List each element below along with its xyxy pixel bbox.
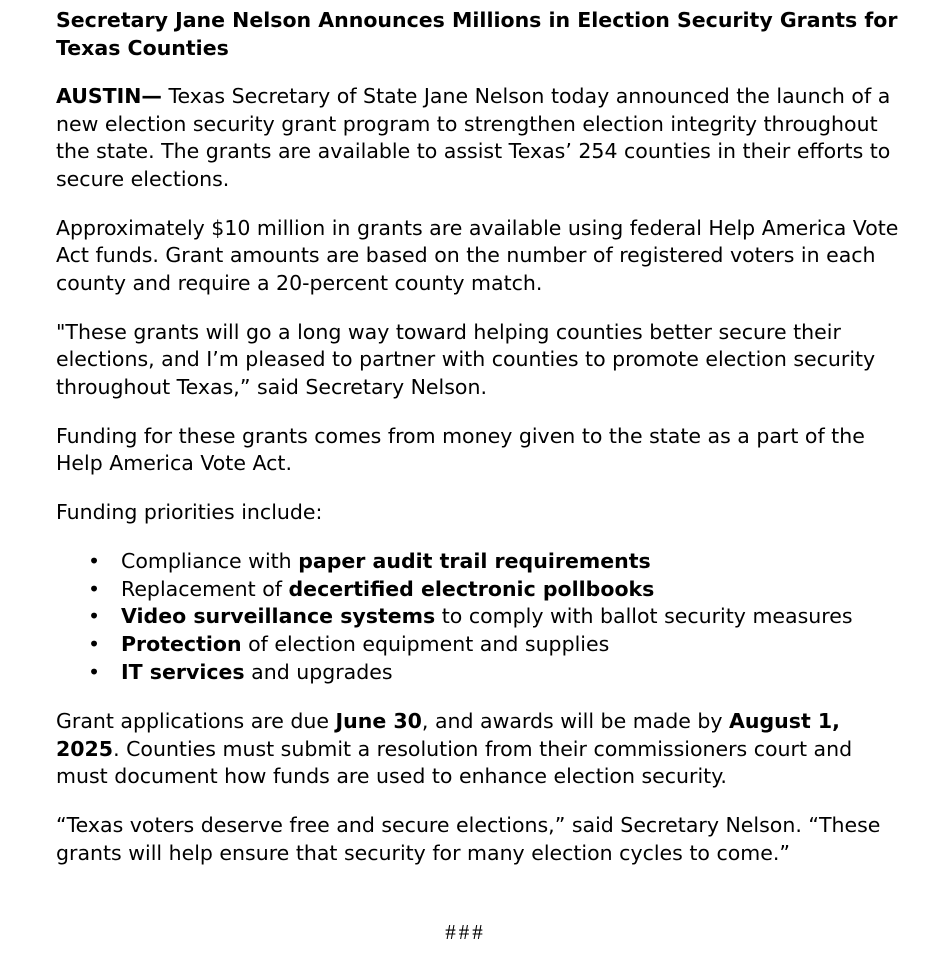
paragraph-funding-amount: Approximately $10 million in grants are available using federal Help America Vote Act funds. Grant amounts are based on the number of registered voters in each county and require a 20-percent county match.	[56, 215, 899, 295]
award-date: August 1, 2025	[56, 709, 840, 761]
bullet-icon: •	[88, 659, 101, 684]
list-item: • Video surveillance systems to comply with ballot security measures	[56, 603, 906, 631]
priorities-list	[56, 548, 906, 687]
bullet-icon: •	[88, 604, 101, 629]
list-item: • Compliance with paper audit trail requirements	[56, 548, 906, 576]
end-mark: ###	[445, 920, 486, 944]
paragraph-quote-1: "These grants will go a long way toward helping counties better secure their elections, and I’m pleased to partner with counties to promote election security throughout Texas,” said Secretary Nelson.	[56, 319, 876, 399]
list-item: • Protection of election equipment and supplies	[56, 631, 906, 659]
paragraph-intro	[56, 83, 906, 193]
bullet-icon: •	[88, 632, 101, 657]
deadline-date: June 30	[335, 709, 422, 734]
paragraph-quote-2: “Texas voters deserve free and secure elections,” said Secretary Nelson. “These grants will help ensure that security for many election cycles to come.”	[56, 813, 881, 865]
paragraph-funding-source: Funding for these grants comes from money given to the state as a part of the Help America Vote Act.	[56, 423, 865, 475]
paragraph-priorities-intro: Funding priorities include:	[56, 500, 323, 524]
dateline: AUSTIN—	[56, 84, 162, 108]
article-title: Secretary Jane Nelson Announces Millions in Election Security Grants for Texas Counties	[56, 8, 898, 60]
list-item: • IT services and upgrades	[56, 659, 906, 687]
press-release	[56, 6, 906, 889]
list-item: • Replacement of decertified electronic pollbooks	[56, 576, 906, 604]
bullet-icon: •	[88, 549, 101, 573]
intro-text: Texas Secretary of State Jane Nelson today announced the launch of a new election security grant program to strengthen election integrity throughout the state. The grants are available to assist Texas’ 254 counties in their efforts to secure elections.	[56, 84, 891, 191]
paragraph-deadlines: Grant applications are due June 30, and awards will be made by August 1, 2025. Counties must submit a resolution from their commissioners court and must document how funds are used to enhance election security.	[56, 709, 853, 789]
bullet-icon: •	[88, 576, 101, 601]
